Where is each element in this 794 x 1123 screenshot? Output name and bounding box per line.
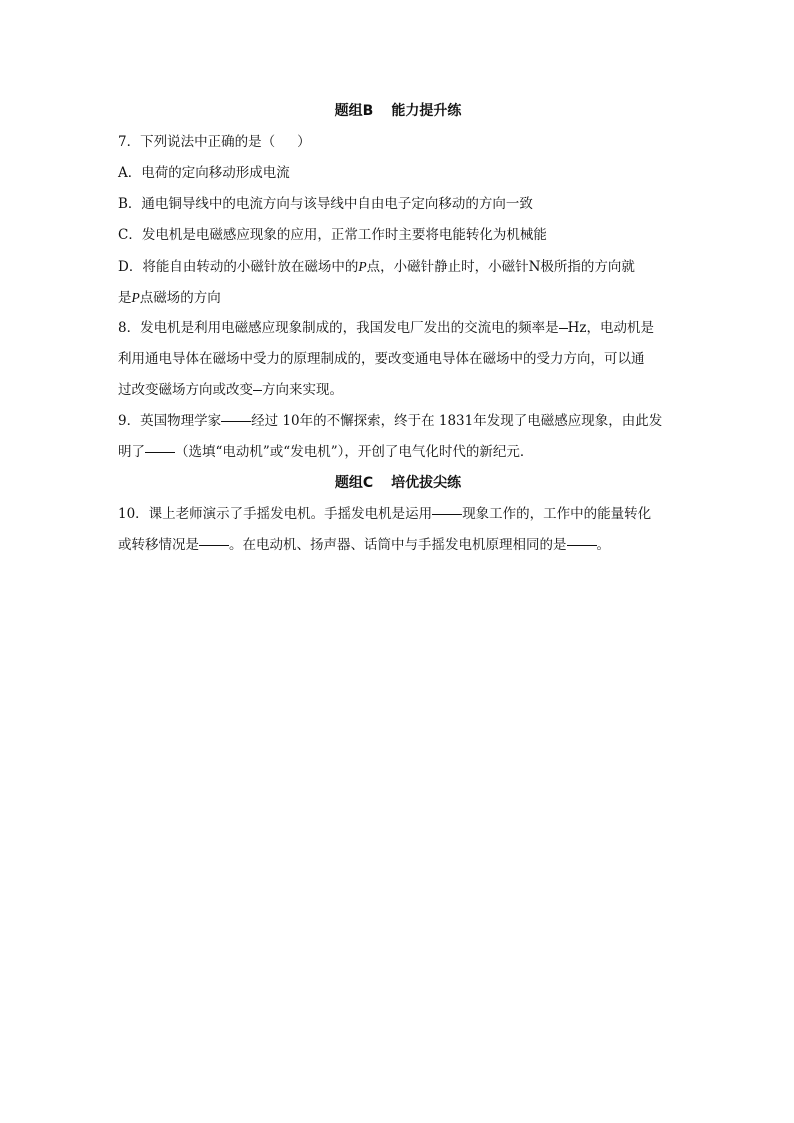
question-7-option-d-line1 bbox=[118, 251, 678, 282]
question-9-text-a: 9．英国物理学家 bbox=[118, 413, 222, 429]
question-10-text-a: 10．课上老师演示了手摇发电机。手摇发电机是运用 bbox=[118, 506, 433, 522]
answer-blank bbox=[221, 420, 251, 422]
question-10-text-b: 现象工作的，工作中的能量转化 bbox=[462, 506, 652, 522]
section-c-title: 培优拔尖练 bbox=[391, 475, 462, 491]
answer-blank bbox=[432, 513, 462, 515]
option-d-text-part1: D．将能自由转动的小磁针放在磁场中的 bbox=[118, 259, 359, 275]
answer-blank bbox=[559, 327, 568, 329]
option-d-text-part2: 点，小磁针静止时，小磁针N极所指的方向就 bbox=[366, 259, 635, 275]
question-9-text-d: （选填“电动机”或“发电机”），开创了电气化时代的新纪元． bbox=[175, 444, 534, 460]
question-8-line3 bbox=[118, 375, 678, 406]
question-8-text-d: 方向来实现。 bbox=[262, 382, 343, 398]
section-heading-c bbox=[118, 468, 678, 499]
question-7-option-b: B．通电铜导线中的电流方向与该导线中自由电子定向移动的方向一致 bbox=[118, 196, 533, 212]
question-7-stem bbox=[118, 127, 678, 158]
question-7-text: 7．下列说法中正确的是（ bbox=[118, 134, 276, 150]
answer-blank bbox=[145, 451, 175, 453]
answer-blank bbox=[199, 544, 229, 546]
page-content bbox=[118, 96, 678, 561]
option-d-point-p-2: P bbox=[131, 290, 140, 305]
section-c-group: 题组C bbox=[334, 475, 374, 491]
question-7-option-c: C．发电机是电磁感应现象的应用，正常工作时主要将电能转化为机械能 bbox=[118, 227, 547, 243]
question-9-line2 bbox=[118, 437, 678, 468]
section-heading-b bbox=[118, 96, 678, 127]
question-10-text-c: 或转移情况是 bbox=[118, 537, 199, 553]
question-10-line1 bbox=[118, 499, 678, 530]
question-9-line1 bbox=[118, 406, 678, 437]
option-d-text-part4: 点磁场的方向 bbox=[139, 290, 221, 306]
section-b-title: 能力提升练 bbox=[391, 103, 462, 119]
question-8-text-c: 过改变磁场方向或改变 bbox=[118, 382, 253, 398]
question-7-option-a: A．电荷的定向移动形成电流 bbox=[118, 165, 290, 181]
question-8-text-a: 8．发电机是利用电磁感应现象制成的，我国发电厂发出的交流电的频率是 bbox=[118, 320, 559, 336]
section-b-group: 题组B bbox=[334, 103, 374, 119]
question-8-text-b: Hz，电动机是 bbox=[567, 320, 654, 336]
question-9-text-c: 明了 bbox=[118, 444, 145, 460]
question-10-line2 bbox=[118, 530, 678, 561]
question-10-text-d: 。在电动机、扬声器、话筒中与手摇发电机原理相同的是 bbox=[229, 537, 567, 553]
question-9-text-b: 经过 10年的不懈探索，终于在 1831年发现了电磁感应现象，由此发 bbox=[251, 413, 663, 429]
question-7-bracket-close: ） bbox=[297, 134, 311, 150]
answer-blank bbox=[567, 544, 597, 546]
question-7-option-d-line2 bbox=[118, 282, 678, 313]
answer-blank bbox=[253, 389, 262, 391]
question-8-line2: 利用通电导体在磁场中受力的原理制成的，要改变通电导体在磁场中的受力方向，可以通 bbox=[118, 351, 645, 367]
question-8-line1 bbox=[118, 313, 678, 344]
option-d-text-part3: 是 bbox=[118, 290, 132, 306]
question-10-text-e: 。 bbox=[596, 537, 610, 553]
option-d-point-p: P bbox=[358, 259, 367, 274]
